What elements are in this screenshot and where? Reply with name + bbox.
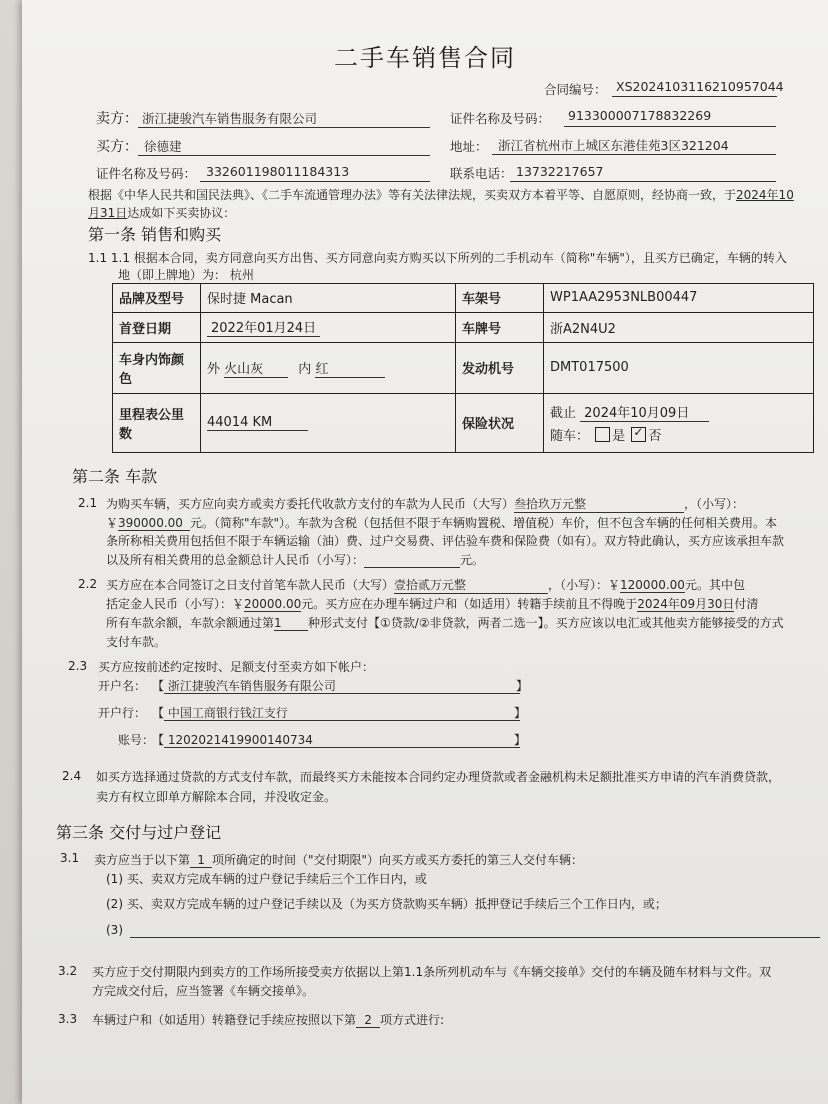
clause-2-2-num: 2.2 bbox=[78, 577, 98, 591]
engine-label: 发动机号 bbox=[456, 343, 544, 394]
clause-3-1-item-2: (2) 买、卖双方完成车辆的过户登记手续以及（为买方贷款购买车辆）抵押登记手续后三个工作日内，或； bbox=[106, 897, 667, 911]
clause-3-1-item-1: (1) 买、卖双方完成车辆的过户登记手续后三个工作日内，或 bbox=[106, 872, 427, 886]
reg-date-label: 首登日期 bbox=[113, 312, 201, 343]
bank-label: 开户行： bbox=[98, 706, 147, 720]
clause-2-2-line1: 买方应在本合同签订之日支付首笔车款人民币（大写）壹拾贰万元整 ，（小写）：￥120000.00元。其中包 bbox=[106, 578, 745, 592]
buyer-phone: 13732217657 bbox=[516, 164, 604, 179]
cert-label-2: 证件名称及号码： bbox=[96, 166, 197, 181]
bank-row: 【 中国工商银行钱江支行 bbox=[152, 706, 288, 720]
clause-2-1-line3: 条所称相关费用包括但不限于车辆运输（油）费、过户交易费、评估验车费和保险费（如有）。双方特此确认，买方应该承担车款 bbox=[106, 534, 785, 548]
vin-label: 车架号 bbox=[456, 284, 544, 313]
brand-label: 品牌及型号 bbox=[113, 284, 201, 313]
article-1-title: 第一条 销售和购买 bbox=[88, 225, 222, 244]
article-3-title: 第三条 交付与过户登记 bbox=[56, 823, 222, 842]
clause-2-1-line4: 以及所有相关费用的总金额总计人民币（小写）： 元。 bbox=[106, 553, 485, 567]
account-no-row: 【 1202021419900140734 bbox=[152, 733, 313, 747]
account-no: 1202021419900140734 bbox=[167, 733, 313, 747]
page-title: 二手车销售合同 bbox=[334, 44, 516, 72]
preamble-text: 根据《中华人民共和国民法典》、《二手车流通管理办法》等有关法律法规，买卖双方本着平等、自愿原则，经协商一致，于2024年10 bbox=[88, 188, 794, 202]
clause-2-4-line2: 卖方有权立即单方解除本合同，并没收定金。 bbox=[96, 790, 337, 804]
clause-3-2-num: 3.2 bbox=[58, 964, 78, 978]
clause-2-2-line2: 括定金人民币（小写）：￥20000.00元。买方应在办理车辆过户和（如适用）转籍手续前且不得晚于2024年09月30日付清 bbox=[106, 597, 759, 611]
seller-cert: 913300007178832269 bbox=[568, 108, 712, 123]
account-name: 浙江捷骏汽车销售服务有限公司 bbox=[167, 679, 336, 693]
seller-label: 卖方： bbox=[96, 111, 138, 127]
buyer-label: 买方： bbox=[96, 139, 138, 155]
buyer-name: 徐德建 bbox=[144, 139, 182, 154]
clause-2-3-text: 买方应按前述约定按时、足额支付至卖方如下帐户： bbox=[98, 660, 375, 674]
clause-3-3-text: 车辆过户和（如适用）转籍登记手续应按照以下第 2 项方式进行: bbox=[92, 1013, 445, 1027]
clause-3-1-item-3: (3) bbox=[106, 923, 123, 937]
mileage-cell bbox=[201, 393, 456, 452]
engine-value: DMT017500 bbox=[544, 343, 814, 394]
color-cell: 外 火山灰 内 红 bbox=[201, 343, 456, 394]
insurance-label: 保险状况 bbox=[456, 393, 544, 452]
clause-3-1-text: 卖方应当于以下第 1 项所确定的时间（"交付期限"）向买方或买方委托的第三人交付车辆： bbox=[94, 853, 584, 867]
clause-2-1-num: 2.1 bbox=[78, 496, 98, 510]
mileage-label: 里程表公里数 bbox=[113, 393, 201, 452]
plate-value: 浙A2N4U2 bbox=[544, 312, 814, 343]
contract-no: XS2024103116210957044 bbox=[616, 79, 784, 94]
plate-label: 车牌号 bbox=[456, 312, 544, 343]
exterior-color: 火山灰 bbox=[224, 358, 288, 378]
clause-3-1-num: 3.1 bbox=[60, 851, 80, 865]
clause-2-1-line2: ￥390000.00 元。（简称"车款"）。车款为含税（包括但不限于车辆购置税、增值税）车价，但不包含车辆的任何相关费用。本 bbox=[106, 516, 778, 530]
bank-name: 中国工商银行钱江支行 bbox=[167, 706, 288, 720]
address-label: 地址： bbox=[450, 139, 488, 154]
insurance-until: 2024年10月09日 bbox=[580, 402, 709, 422]
clause-3-2-line1: 买方应于交付期限内到卖方的工作场所接受卖方依据以上第1.1条所列机动车与《车辆交接单》交付的车辆及随车材料与文件。双 bbox=[92, 965, 772, 979]
clause-2-4-line1: 如买方选择通过贷款的方式支付车款，而最终买方未能按本合同约定办理贷款或者金融机构未足额批准买方申请的汽车消费贷款， bbox=[96, 770, 781, 784]
clause-2-2-line4: 支付车款。 bbox=[106, 635, 167, 649]
clause-2-2-line3: 所有车款余额，车款余额通过第1 种形式支付【①贷款/②非贷款，两者二选一】。买方应该以电汇或其他卖方能够接受的方式 bbox=[106, 616, 784, 630]
contract-page: 二手车销售合同 合同编号： XS2024103116210957044 卖方： 浙江捷骏汽车销售服务有限公司 证件名称及号码： 913300007178832269 买方： 徐德建 地址： 浙江省杭州市上城区东港佳苑3区321204 证件名称及号码： 332601198011184313 联系电话： 13732217657 根据《中华人民共和国民法典》、《二手车流通管理办法》等有关法律法规，买卖双方本着平等、自愿原则，经协商一致，于2024年10 月31日达成如下买卖协议： 第一条 销售和购买 1.1 1.1 根据本合同，卖方同意向买方出售、买方同意向卖方购买以下所列的二手机动车（简称"车辆"），且买方已确定，车辆的转入 地（即上牌地）为： 杭州 品牌及型号 保时捷 Macan 车架号 WP1AA2953NLB00447 首登日期 2022年01月24日 车牌号 浙A2N4U2 车身内饰颜色 外 火山灰 内 红 发动机号 DMT017500 里程表公里数 44014 KM 保险状况 截止 2024年10月09日 随车： 是 ✓ 否 第二条 车款 2.1 为购买车辆，买方应向卖方或卖方委托代收款方支付的车款为人民币（大写）叁拾玖万元整 ，（小写）： ￥390000.00 元。（简称"车款"）。车款为含税（包括但不限于车辆购置税、增值税）车价，但不包含车辆的任何相关费用。本 条所称相关费用包括但不限于车辆运输（油）费、过户交易费、评估验车费和保险费（如有）。双方特此确认，买方应该承担车款 以及所有相关费用的总金额总计人民币（小写）： 元。 2.2 买方应在本合同签订之日支付首笔车款人民币（大写）壹拾贰万元整 ，（小写）：￥120000.00元。其中包 括定金人民币（小写）：￥20000.00元。买方应在办理车辆过户和（如适用）转籍手续前且不得晚于2024年09月30日付清 所有车款余额，车款余额通过第1 种形式支付【①贷款/②非贷款，两者二选一】。买方应该以电汇或其他卖方能够接受的方式 支付车款。 2.3 买方应按前述约定按时、足额支付至卖方如下帐户： 开户名： 【 浙江捷骏汽车销售服务有限公司 】 开户行： 【 中国工商银行钱江支行 】 账号： 【 1202021419900140734 】 2.4 如买方选择通过贷款的方式支付车款，而最终买方未能按本合同约定办理贷款或者金融机构未足额批准买方申请的汽车消费贷款， 卖方有权立即单方解除本合同，并没收定金。 第三条 交付与过户登记 3.1 卖方应当于以下第 1 项所确定的时间（"交付期限"）向买方或买方委托的第三人交付车辆： (1) 买、卖双方完成车辆的过户登记手续后三个工作日内，或 (2) 买、卖双方完成车辆的过户登记手续以及（为买方贷款购买车辆）抵押登记手续后三个工作日内，或； (3) 3.2 买方应于交付期限内到卖方的工作场所接受卖方依据以上第1.1条所列机动车与《车辆交接单》交付的车辆及随车材料与文件。双 方完成交付后，应当签署《车辆交接单》。 3.3 车辆过户和（如适用）转籍登记手续应按照以下第 2 项方式进行: bbox=[22, 0, 828, 1104]
account-no-label: 账号： bbox=[118, 733, 155, 747]
vehicle-info-table bbox=[112, 283, 814, 453]
clause-3-2-line2: 方完成交付后，应当签署《车辆交接单》。 bbox=[92, 984, 315, 998]
checkbox-yes bbox=[595, 427, 610, 442]
clause-1-1: 1.1 1.1 根据本合同，卖方同意向买方出售、买方同意向卖方购买以下所列的二手机动车（简称"车辆"），且买方已确定，车辆的转入 bbox=[88, 251, 787, 265]
account-name-label: 开户名： bbox=[98, 679, 147, 693]
seller-name: 浙江捷骏汽车销售服务有限公司 bbox=[142, 111, 318, 126]
checkbox-no-checked bbox=[631, 427, 646, 442]
phone-label: 联系电话： bbox=[450, 166, 513, 181]
insurance-cell: 截止 2024年10月09日 随车： 是 ✓ 否 bbox=[544, 393, 814, 452]
cert-label-1: 证件名称及号码： bbox=[450, 111, 551, 126]
account-name-row: 【 浙江捷骏汽车销售服务有限公司 bbox=[152, 679, 336, 693]
clause-2-1-line1: 为购买车辆，买方应向卖方或卖方委托代收款方支付的车款为人民币（大写）叁拾玖万元整 ，（小写）： bbox=[106, 497, 745, 511]
brand-value: 保时捷 Macan bbox=[201, 284, 456, 313]
clause-2-4-num: 2.4 bbox=[62, 769, 82, 783]
clause-2-3-num: 2.3 bbox=[68, 659, 88, 673]
clause-3-3-num: 3.3 bbox=[58, 1012, 78, 1026]
reg-date-cell bbox=[201, 312, 456, 343]
reg-date-value: 2022年01月24日 bbox=[207, 317, 320, 337]
buyer-cert: 332601198011184313 bbox=[206, 164, 350, 179]
vin-value: WP1AA2953NLB00447 bbox=[544, 284, 814, 313]
interior-color: 红 bbox=[315, 358, 385, 378]
color-label: 车身内饰颜色 bbox=[113, 343, 201, 394]
mileage-value: 44014 KM bbox=[207, 415, 308, 431]
article-2-title: 第二条 车款 bbox=[72, 467, 158, 486]
buyer-address: 浙江省杭州市上城区东港佳苑3区321204 bbox=[498, 138, 729, 153]
preamble-text-2: 月31日达成如下买卖协议： bbox=[88, 206, 236, 220]
clause-1-1-b: 地（即上牌地）为： 杭州 bbox=[118, 266, 370, 284]
contract-no-label: 合同编号： bbox=[544, 82, 607, 97]
